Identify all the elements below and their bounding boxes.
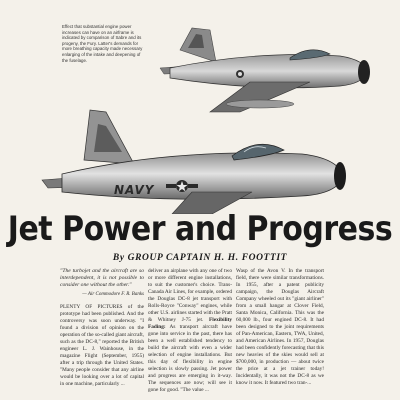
column-1-body: PLENTY OF PICTURES of the prototype had been published. And the controversy was soon underway. "I found a division of opinion on the operation of the so-called giant aircraft, such as the DC-8," reported the British engineer L. J. Wainhouse, in the magazine Flight (September, 1955) after a trip through the United States. "Many people consider that any airline would be looking over a lot of capital in one machine, particularly ... bbox=[60, 304, 144, 387]
text-column-1 bbox=[60, 268, 144, 388]
sabre-aircraft-photo bbox=[22, 102, 362, 214]
column-2-body-b: As transport aircraft have gone into service in the past, there has been a well established tendency to build the aircraft with even a wider selection of engine installations. But this day of flexibility in engine selection is slowly passing. Jet power and progress are emerging in it-way. The sequences are now; will see it gone for good. "The value ... bbox=[148, 324, 232, 393]
subhead-flexibility: Flexibility Fading: bbox=[148, 317, 232, 330]
column-3-body: Wasp of the Avon V. In the transport field, there were similar transformations. In 1955, after a patent publicity campaign, the Douglas Aircraft Company wheeled out its "giant airliner" from a small hangar at Clover Field, Santa Monica, California. This was the 60,000 lb., four engined DC-8. It had been designed to the joint requirements of Pan-American, Eastern, TWA, United, and American Airlines. In 1957, Douglas had been confidently forecasting that this new heavies of the skies would sell at $700,000, in production — about twice the price at a jet trainer today! Incidentally, it was not the DC-8 as we know it now. It featured two tran-... bbox=[236, 268, 324, 386]
photo-caption: Effect that substantial engine power increases can have on an airframe is indicated by comparison of Sabre and its progeny, the Fury. Latter's demands for more breathing capacity made necessary enlarging of the intake and deepening of the fuselage. bbox=[62, 24, 143, 63]
epigraph-quote: "The turbojet and the aircraft are so interdependent, it is not possible to consider one without the other." bbox=[60, 268, 144, 288]
navy-marking: NAVY bbox=[114, 183, 155, 197]
column-2-body-a: deliver an airplane with any one of two or more different engine installations, to suit the customer's choice. Trans-Canada Air Lines, for example, ordered the Douglas DC-8 jet transport with Rolls-Royce "Conway" engines, while other U.S. airlines started with the Pratt & Whitney J-75 jet. bbox=[148, 268, 232, 323]
text-column-2 bbox=[148, 268, 232, 394]
article-byline: By GROUP CAPTAIN H. H. FOOTTIT bbox=[112, 253, 288, 263]
epigraph-attribution: — Air Commodore F. R. Banks bbox=[82, 292, 144, 297]
text-column-3 bbox=[236, 268, 324, 387]
article-title: Jet Power and Progress bbox=[7, 209, 393, 250]
